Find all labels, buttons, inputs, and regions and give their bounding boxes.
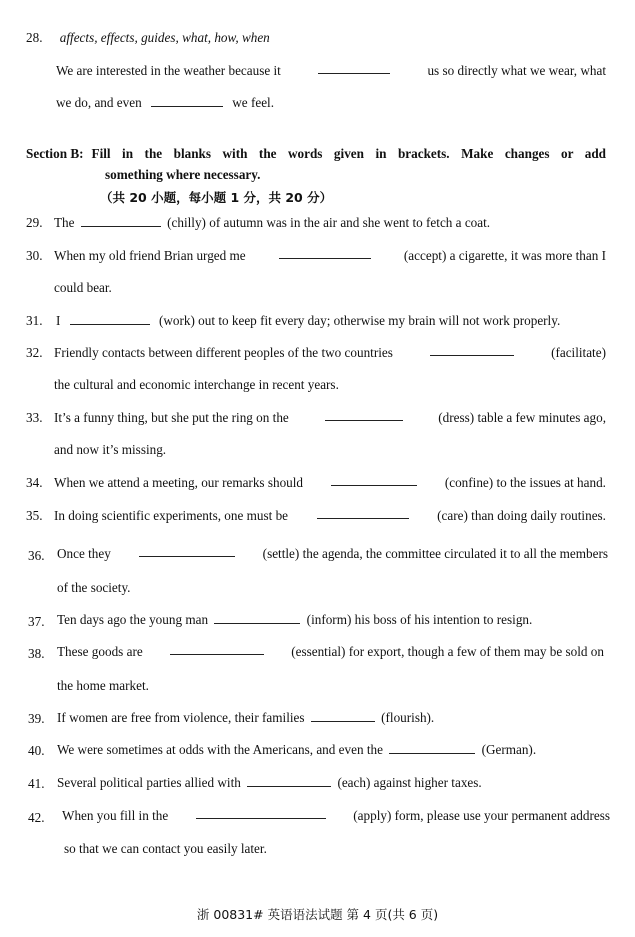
question-number: 36. (28, 548, 45, 563)
answer-blank[interactable] (325, 410, 403, 421)
answer-blank[interactable] (170, 644, 264, 655)
text-segment: We were sometimes at odds with the Americans, and even the (57, 742, 383, 757)
text-segment: We are interested in the weather because it (56, 63, 281, 78)
text-segment: The (54, 215, 75, 230)
text-segment: Once they (57, 546, 111, 561)
text-segment: (essential) for export, though a few of them may be sold on (291, 644, 604, 659)
question-number: 39. (28, 711, 45, 726)
question-38-continued: the home market. (57, 678, 149, 693)
section-label: Section B: (26, 146, 84, 161)
text-segment: In doing scientific experiments, one must be (54, 508, 289, 523)
answer-blank[interactable] (389, 743, 475, 754)
q28-line-2 (56, 95, 274, 111)
question-37 (57, 612, 532, 628)
word-list: affects, effects, guides, what, how, when (59, 30, 270, 45)
question-number: 31. (26, 313, 43, 328)
answer-blank[interactable] (331, 475, 417, 486)
text-segment: When my old friend Brian urged me (54, 248, 246, 263)
question-number: 34. (26, 475, 43, 490)
page-footer: 浙 00831# 英语语法试题 第 4 页(共 6 页) (196, 907, 439, 922)
answer-blank[interactable] (279, 248, 371, 259)
answer-blank[interactable] (214, 613, 300, 624)
question-39 (57, 710, 434, 726)
question-34 (54, 475, 606, 491)
question-30-continued: could bear. (54, 280, 112, 295)
question-42-continued: so that we can contact you easily later. (64, 841, 267, 856)
question-number: 33. (26, 410, 43, 425)
answer-blank[interactable] (139, 546, 235, 557)
answer-blank[interactable] (318, 63, 390, 74)
answer-blank[interactable] (196, 808, 326, 819)
q28-line-1 (56, 63, 606, 79)
text-segment: When you fill in the (62, 808, 169, 823)
question-36 (57, 546, 608, 562)
question-36-continued: of the society. (57, 580, 131, 595)
text-segment: (confine) to the issues at hand. (444, 475, 606, 490)
answer-blank[interactable] (247, 776, 331, 787)
answer-blank[interactable] (70, 314, 150, 325)
text-segment: These goods are (57, 644, 143, 659)
text-segment: (facilitate) (551, 345, 606, 360)
question-29 (54, 215, 490, 231)
text-segment: (work) out to keep fit every day; otherwise my brain will not work properly. (159, 313, 561, 328)
question-number: 42. (28, 810, 45, 825)
text-segment: (German). (481, 742, 537, 757)
question-number: 28. (26, 30, 43, 45)
question-32-continued: the cultural and economic interchange in recent years. (54, 377, 339, 392)
question-41 (57, 775, 482, 791)
text-segment: (each) against higher taxes. (337, 775, 482, 790)
text-segment: (flourish). (381, 710, 435, 725)
question-number: 41. (28, 776, 45, 791)
question-32 (54, 345, 606, 361)
section-b-instruction (26, 146, 606, 162)
answer-blank[interactable] (151, 96, 223, 107)
text-segment: (settle) the agenda, the committee circulated it to all the members (262, 546, 608, 561)
text-segment: we do, and even (56, 95, 142, 110)
text-segment: (chilly) of autumn was in the air and she went to fetch a coat. (167, 215, 491, 230)
text-segment: (inform) his boss of his intention to resign. (306, 612, 533, 627)
text-segment: It’s a funny thing, but she put the ring on the (54, 410, 289, 425)
question-42 (62, 808, 610, 824)
text-segment: (apply) form, please use your permanent address (353, 808, 610, 823)
question-31 (56, 313, 560, 329)
question-number: 30. (26, 248, 43, 263)
text-segment: we feel. (232, 95, 275, 110)
question-33 (54, 410, 606, 426)
question-number: 38. (28, 646, 45, 661)
question-number: 40. (28, 743, 45, 758)
question-38 (57, 644, 604, 660)
question-number: 29. (26, 215, 43, 230)
answer-blank[interactable] (430, 345, 514, 356)
question-number: 35. (26, 508, 43, 523)
text-segment: I (56, 313, 61, 328)
instruction-continued: something where necessary. (105, 167, 261, 182)
text-segment: Friendly contacts between different peoples of the two countries (54, 345, 393, 360)
text-segment: (accept) a cigarette, it was more than I (403, 248, 606, 263)
answer-blank[interactable] (311, 711, 375, 722)
text-segment: (care) than doing daily routines. (437, 508, 606, 523)
question-35 (54, 508, 606, 524)
text-segment: If women are free from violence, their families (57, 710, 305, 725)
text-segment: Ten days ago the young man (57, 612, 209, 627)
question-number: 37. (28, 614, 45, 629)
text-segment: (dress) table a few minutes ago, (438, 410, 606, 425)
text-segment: us so directly what we wear, what (427, 63, 606, 78)
points-note: （共 20 小题，每小题 1 分，共 20 分） (100, 190, 333, 205)
instruction-text: Fill in the blanks with the words given in brackets. Make changes or add (91, 146, 606, 161)
question-40 (57, 742, 536, 758)
question-33-continued: and now it’s missing. (54, 442, 167, 457)
text-segment: When we attend a meeting, our remarks should (54, 475, 304, 490)
text-segment: Several political parties allied with (57, 775, 241, 790)
q28-header (26, 30, 270, 46)
question-number: 32. (26, 345, 43, 360)
question-30 (54, 248, 606, 264)
answer-blank[interactable] (81, 216, 161, 227)
answer-blank[interactable] (317, 508, 409, 519)
